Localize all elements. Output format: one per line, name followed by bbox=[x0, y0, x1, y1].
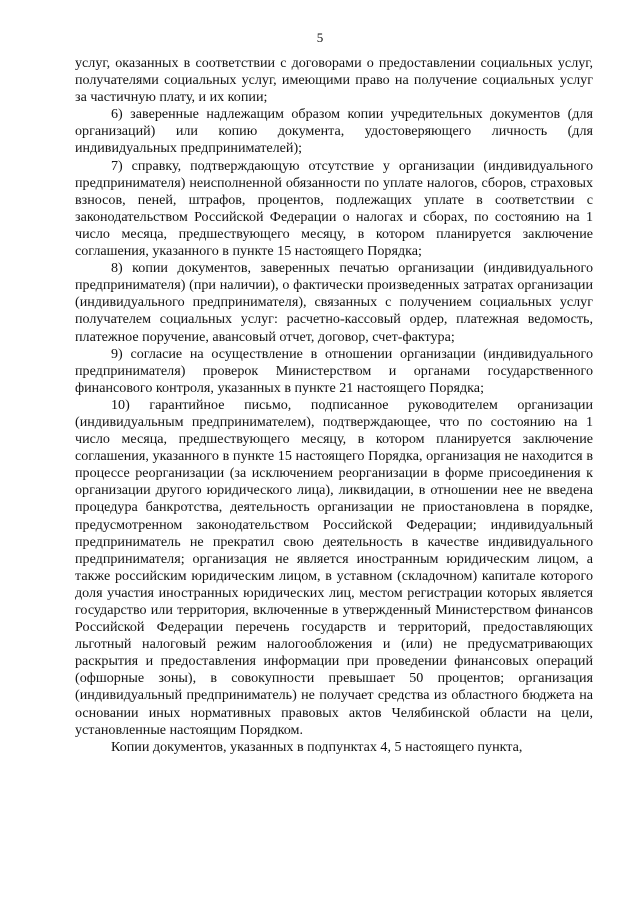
paragraph: Копии документов, указанных в подпунктах 4, 5 настоящего пункта, bbox=[111, 738, 523, 755]
paragraph: 9) согласие на осуществление в отношении организации (индивидуального предпринимателя) проверок Министерством и органами государственного финансового контроля, указанных в пункте 21 настоящего Порядка; bbox=[75, 345, 593, 396]
document-body bbox=[75, 55, 593, 756]
paragraph: услуг, оказанных в соответствии с договорами о предоставлении социальных услуг, получателями социальных услуг, имеющими право на получение социальных услуг за частичную плату, и их копии; bbox=[75, 55, 593, 106]
paragraph: 7) справку, подтверждающую отсутствие у организации (индивидуального предпринимателя) неисполненной обязанности по уплате налогов, сборов, страховых взносов, пеней, штрафов, процентов, подлежащих уплате в соответствии с законодательством Российской Федерации о налогах и сборах, по состоянию на 1 число месяца, предшествующего месяцу, в котором планируется заключение соглашения, указанного в пункте 15 настоящего Порядка; bbox=[75, 157, 593, 260]
paragraph: 8) копии документов, заверенных печатью организации (индивидуального предпринимателя) (при наличии), о фактически произведенных затратах организации (индивидуального предпринимателя), связанных с получением социальных услуг получателем социальных услуг: расчетно-кассовый ордер, платежная ведомость, платежное поручение, авансовый отчет, договор, счет-фактура; bbox=[75, 260, 593, 345]
page-number: 5 bbox=[316, 30, 324, 45]
paragraph: 6) заверенные надлежащим образом копии учредительных документов (для организаций) или копию документа, удостоверяющего личность (для индивидуальных предпринимателей); bbox=[75, 106, 593, 157]
paragraph: 10) гарантийное письмо, подписанное руководителем организации (индивидуальным предпринимателем), подтверждающее, что по состоянию на 1 число месяца, предшествующего месяцу, в котором планируется заключение соглашения, указанного в пункте 15 настоящего Порядка, организация не находится в процессе реорганизации (за исключением реорганизации в форме присоединения к организации другого юридического лица), ликвидации, в отношении нее не введена процедура банкротства, деятельность организации не приостановлена в порядке, предусмотренном законодательством Российской Федерации; индивидуальный предприниматель не прекратил свою деятельность в качестве индивидуального предпринимателя; организация не является иностранным юридическим лицом, а также российским юридическим лицом, в уставном (складочном) капитале которого доля участия иностранных юридических лиц, местом регистрации которых является государство или территория, включенные в утвержденный Министерством финансов Российской Федерации перечень государств и территорий, предоставляющих льготный налоговый режим налогообложения и (или) не предусматривающих раскрытия и предоставления информации при проведении финансовых операций (офшорные зоны), в совокупности превышает 50 процентов; организация (индивидуальный предприниматель) не получает средства из областного бюджета на основании иных нормативных правовых актов Челябинской области на цели, установленные настоящим Порядком. bbox=[75, 396, 593, 738]
